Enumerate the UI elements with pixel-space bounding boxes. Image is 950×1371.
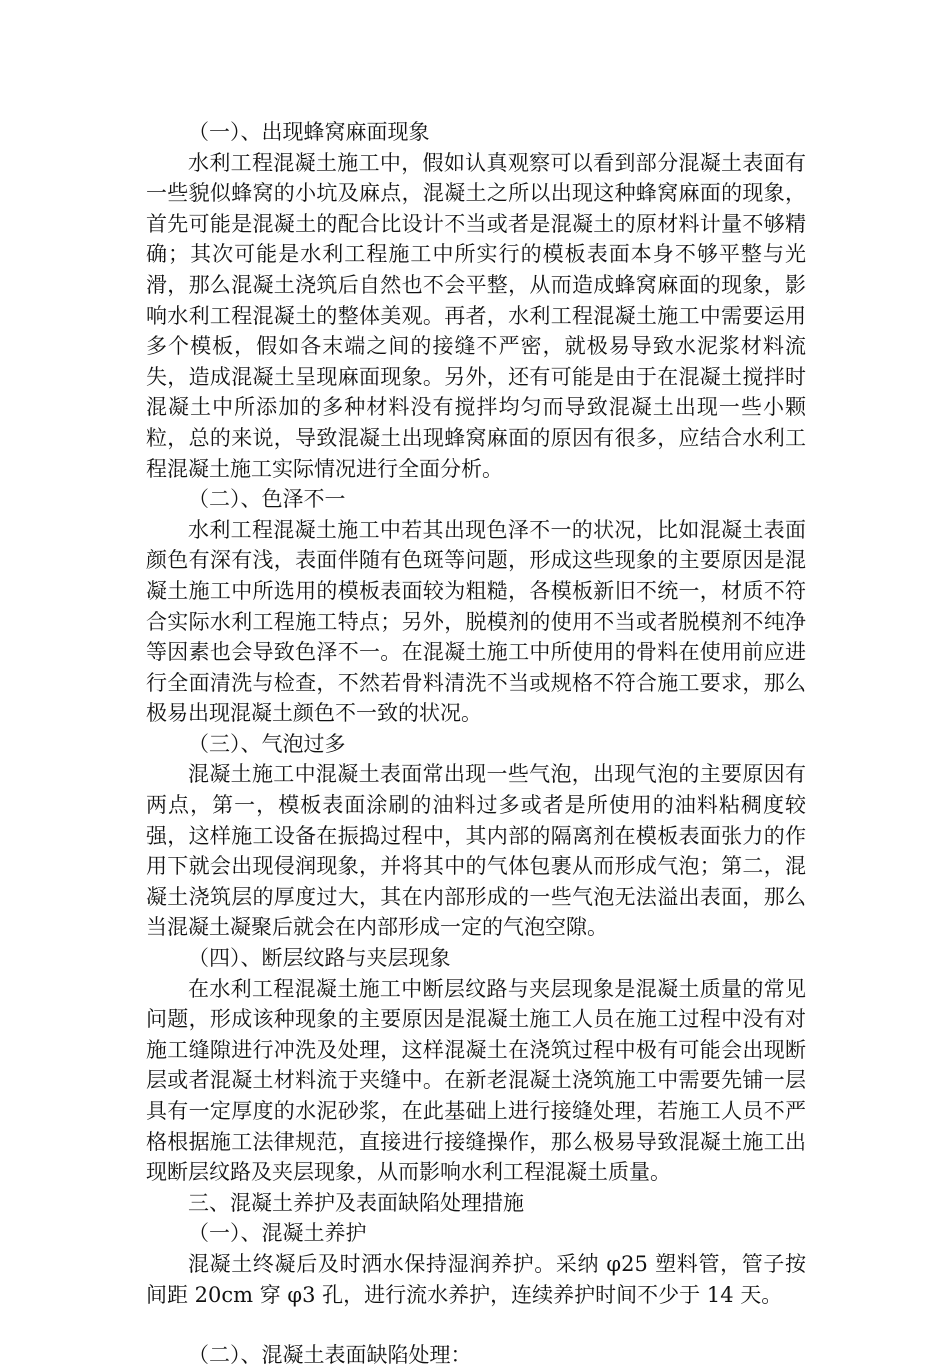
section-heading-bubbles: （三）、气泡过多: [188, 731, 346, 756]
section-heading-curing: （一）、混凝土养护: [188, 1221, 367, 1246]
paragraph-color: 水利工程混凝土施工中若其出现色泽不一的状况，比如混凝土表面颜色有深有浅，表面伴随有色斑等问题，形成这些现象的主要原因是混凝土施工中所选用的模板表面较为粗糙，各模板新旧不统一，材质不符合实际水利工程施工特点；另外，脱模剂的使用不当或者脱模剂不纯净等因素也会导致色泽不一。在混凝土施工中所使用的骨料在使用前应进行全面清洗与检查，不然若骨料清洗不当或规格不符合施工要求，那么极易出现混凝土颜色不一致的状况。: [146, 517, 806, 726]
section-heading-fault: （四）、断层纹路与夹层现象: [188, 946, 451, 971]
paragraph-honeycomb: 水利工程混凝土施工中，假如认真观察可以看到部分混凝土表面有一些貌似蜂窝的小坑及麻点，混凝土之所以出现这种蜂窝麻面的现象，首先可能是混凝土的配合比设计不当或者是混凝土的原材料计量不够精确；其次可能是水利工程施工中所实行的模板表面本身不够平整与光滑，那么混凝土浇筑后自然也不会平整，从而造成蜂窝麻面的现象，影响水利工程混凝土的整体美观。再者，水利工程混凝土施工中需要运用多个模板，假如各末端之间的接缝不严密，就极易导致水泥浆材料流失，造成混凝土呈现麻面现象。另外，还有可能是由于在混凝土搅拌时混凝土中所添加的多种材料没有搅拌均匀而导致混凝土出现一些小颗粒，总的来说，导致混凝土出现蜂窝麻面的原因有很多，应结合水利工程混凝土施工实际情况进行全面分析。: [146, 150, 806, 481]
chapter-heading-measures: 三、混凝土养护及表面缺陷处理措施: [188, 1190, 524, 1215]
paragraph-bubbles: 混凝土施工中混凝土表面常出现一些气泡，出现气泡的主要原因有两点，第一，模板表面涂刷的油料过多或者是所使用的油料粘稠度较强，这样施工设备在振捣过程中，其内部的隔离剂在模板表面张力的作用下就会出现侵润现象，并将其中的气体包裹从而形成气泡；第二，混凝土浇筑层的厚度过大，其在内部形成的一些气泡无法溢出表面，那么当混凝土凝聚后就会在内部形成一定的气泡空隙。: [146, 762, 806, 940]
section-heading-honeycomb: （一）、出现蜂窝麻面现象: [188, 120, 430, 144]
section-heading-defects: （二）、混凝土表面缺陷处理：: [188, 1343, 472, 1368]
paragraph-fault: 在水利工程混凝土施工中断层纹路与夹层现象是混凝土质量的常见问题，形成该种现象的主要原因是混凝土施工人员在施工过程中没有对施工缝隙进行冲洗及处理，这样混凝土在浇筑过程中极有可能会出现断层或者混凝土材料流于夹缝中。在新老混凝土浇筑施工中需要先铺一层具有一定厚度的水泥砂浆，在此基础上进行接缝处理，若施工人员不严格根据施工法律规范，直接进行接缝操作，那么极易导致混凝土施工出现断层纹路及夹层现象，从而影响水利工程混凝土质量。: [146, 976, 806, 1185]
document-body: [146, 117, 806, 1371]
paragraph-curing: 混凝土终凝后及时洒水保持湿润养护。采纳 φ25 塑料管，管子按间距 20cm 穿 φ3 孔，进行流水养护，连续养护时间不少于 14 天。: [146, 1251, 806, 1307]
section-heading-color: （二）、色泽不一: [188, 487, 346, 512]
